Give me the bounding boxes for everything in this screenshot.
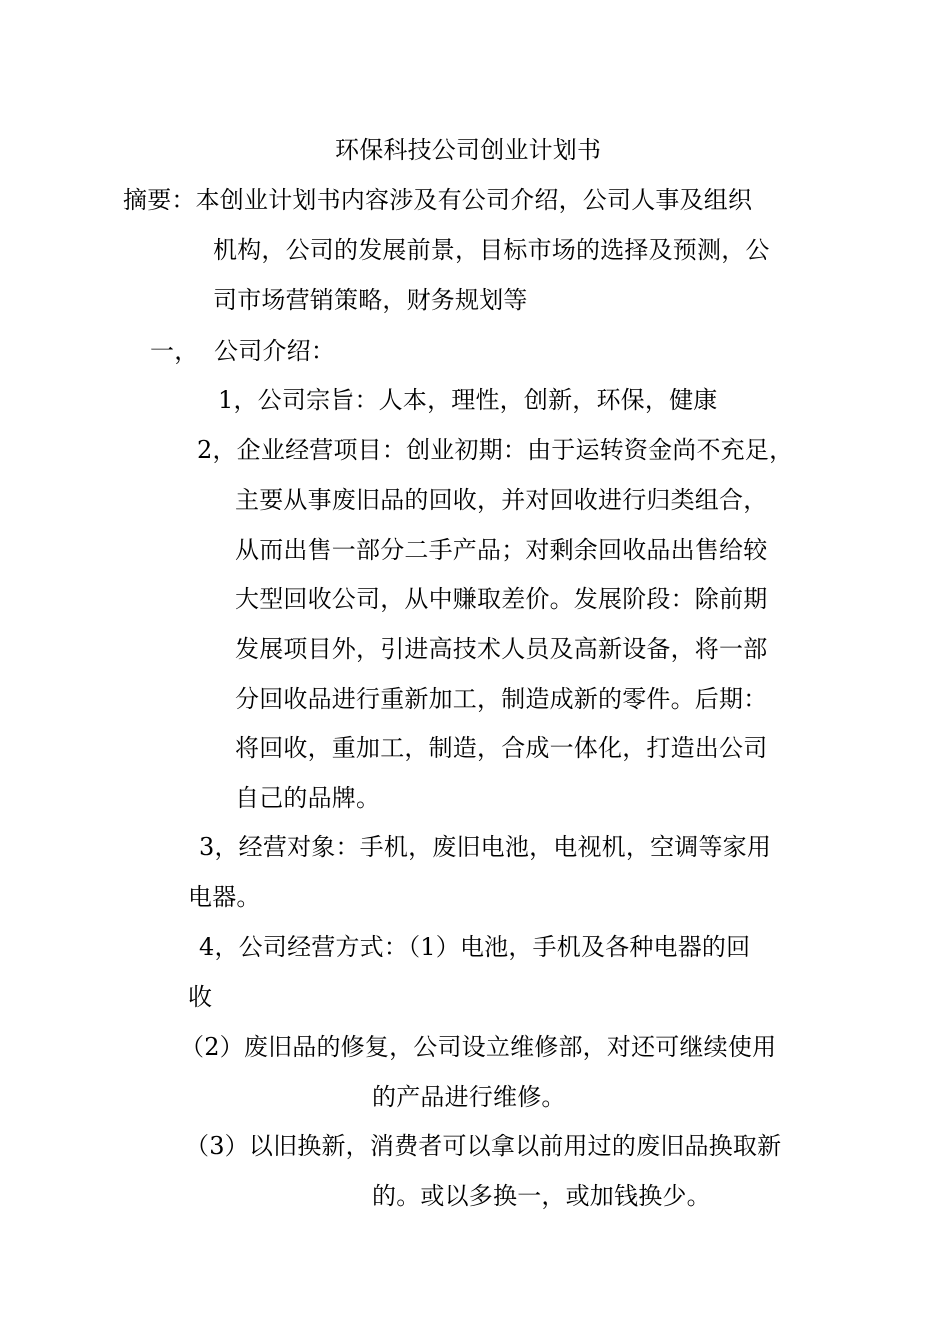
item-business-line: 发展项目外，引进高技术人员及高新设备，将一部 [235, 635, 768, 663]
section-heading: 一， 公司介绍： [150, 337, 336, 365]
item-business-line: 从而出售一部分二手产品；对剩余回收品出售给较 [235, 536, 768, 564]
abstract-line: 司市场营销策略，财务规划等 [213, 286, 528, 314]
item-business-line: 将回收，重加工，制造，合成一体化，打造出公司 [235, 734, 768, 762]
item-target-line: 3，经营对象：手机，废旧电池，电视机，空调等家用 [199, 833, 772, 861]
item-business-line: 2，企业经营项目：创业初期：由于运转资金尚不充足， [197, 436, 794, 464]
item-business-line: 大型回收公司，从中赚取差价。发展阶段：除前期 [235, 585, 768, 613]
method-sub-line: （3）以旧换新，消费者可以拿以前用过的废旧品换取新 [185, 1132, 782, 1160]
method-sub-line: （2）废旧品的修复，公司设立维修部，对还可继续使用 [180, 1033, 777, 1061]
abstract-line: 机构，公司的发展前景，目标市场的选择及预测，公 [213, 236, 770, 264]
item-purpose: 1，公司宗旨：人本，理性，创新，环保，健康 [218, 386, 718, 414]
item-method-line: 收 [188, 983, 213, 1011]
method-sub-line: 的。或以多换一，或加钱换少。 [372, 1182, 711, 1210]
item-business-line: 分回收品进行重新加工，制造成新的零件。后期： [235, 685, 768, 713]
method-sub-line: 的产品进行维修。 [372, 1083, 566, 1111]
item-method-line: 4，公司经营方式：（1）电池，手机及各种电器的回 [199, 933, 751, 961]
item-target-line: 电器。 [188, 883, 261, 911]
abstract-line: 摘要：本创业计划书内容涉及有公司介绍，公司人事及组织 [123, 186, 753, 214]
item-business-line: 主要从事废旧品的回收，并对回收进行归类组合， [235, 486, 768, 514]
item-business-line: 自己的品牌。 [235, 784, 381, 812]
document-title: 环保科技公司创业计划书 [335, 136, 602, 164]
